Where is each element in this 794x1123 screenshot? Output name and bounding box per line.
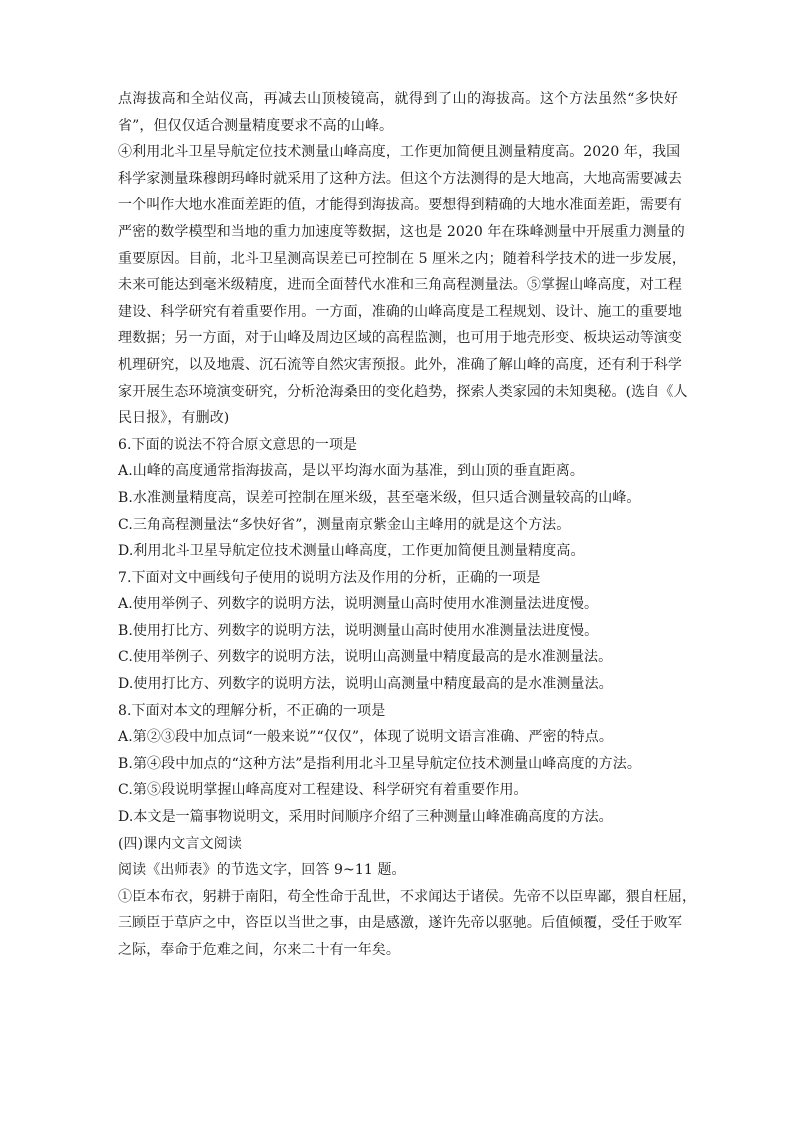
option-c: C.第⑤段说明掌握山峰高度对工程建设、科学研究有着重要作用。 [118,782,528,799]
passage-line: 一个叫作大地水准面差距的值，才能得到海拔高。要想得到精确的大地水准面差距，需要有 [118,197,682,214]
passage-line: 重要原因。目前，北斗卫星测高误差已可控制在 5 厘米之内；随着科学技术的进一步发展， [118,250,687,267]
option-a: A.山峰的高度通常指海拔高，是以平均海水面为基准，到山顶的垂直距离。 [118,463,584,480]
question-title: 8.下面对本文的理解分析，不正确的一项是 [118,702,386,719]
option-d: D.使用打比方、列数字的说明方法，说明山高测量中精度最高的是水准测量法。 [118,676,613,693]
passage-line: ④利用北斗卫星导航定位技术测量山峰高度，工作更加简便且测量精度高。2020 年，我国 [118,144,681,161]
option-b: B.使用打比方、列数字的说明方法，说明测量山高时使用水准测量法进度慢。 [118,622,599,639]
document-page [118,86,697,964]
option-b: B.水准测量精度高，误差可控制在厘米级，甚至毫米级，但只适合测量较高的山峰。 [118,489,641,506]
option-a: A.第②③段中加点词“一般来说”“仅仅”，体现了说明文语言准确、严密的特点。 [118,729,613,746]
passage-text [118,86,688,432]
question-6 [118,432,678,565]
option-c: C.三角高程测量法“多快好省”，测量南京紫金山主峰用的就是这个方法。 [118,516,571,533]
passage-line: 建设、科学研究有着重要作用。一方面，准确的山峰高度是工程规划、设计、施工的重要地 [118,303,682,320]
passage-line: 家开展生态环境演变研究，分析沧海桑田的变化趋势，探索人类家园的未知奥秘。(选自《人 [118,383,688,400]
passage-line: 点海拔高和全站仪高，再减去山顶棱镜高，就得到了山的海拔高。这个方法虽然“多快好 [118,91,678,107]
option-a: A.使用举例子、列数字的说明方法，说明测量山高时使用水准测量法进度慢。 [118,596,599,613]
classical-line: 三顾臣于草庐之中，咨臣以当世之事，由是感激，遂许先帝以驱驰。后值倾覆，受任于败军 [118,915,682,932]
section-classical-reading [118,831,697,964]
passage-line: 科学家测量珠穆朗玛峰时就采用了这种方法。但这个方法测得的是大地高，大地高需要减去 [118,170,682,187]
option-d: D.本文是一篇事物说明文，采用时间顺序介绍了三种测量山峰准确高度的方法。 [118,809,613,826]
passage-line: 未来可能达到毫米级精度，进而全面替代水准和三角高程测量法。⑤掌握山峰高度，对工程 [118,277,682,294]
option-b: B.第④段中加点的“这种方法”是指利用北斗卫星导航定位技术测量山峰高度的方法。 [118,755,641,772]
classical-passage [118,884,697,964]
question-7 [118,565,678,698]
passage-line: 省”，但仅仅适合测量精度要求不高的山峰。 [118,117,394,134]
passage-line: 民日报》，有删改) [118,410,230,427]
section-heading: (四)课内文言文阅读 [118,835,242,852]
question-title: 7.下面对文中画线句子使用的说明方法及作用的分析，正确的一项是 [118,569,541,586]
question-8 [118,698,678,831]
classical-line: ①臣本布衣，躬耕于南阳，苟全性命于乱世，不求闻达于诸侯。先帝不以臣卑鄙，猥自枉屈， [118,888,697,905]
question-title: 6.下面的说法不符合原文意思的一项是 [118,436,358,453]
passage-line: 机理研究，以及地震、沉石流等自然灾害预报。此外，准确了解山峰的高度，还有利于科学 [118,356,682,373]
passage-line: 严密的数学模型和当地的重力加速度等数据，这也是 2020 年在珠峰测量中开展重力测量的 [118,223,685,240]
passage-line: 理数据；另一方面，对于山峰及周边区域的高程监测，也可用于地壳形变、板块运动等演变 [118,330,682,347]
option-d: D.利用北斗卫星导航定位技术测量山峰高度，工作更加简便且测量精度高。 [118,543,585,560]
classical-line: 之际，奉命于危难之间，尔来二十有一年矣。 [118,942,400,958]
option-c: C.使用举例子、列数字的说明方法，说明山高测量中精度最高的是水准测量法。 [118,649,613,666]
section-instruction: 阅读《出师表》的节选文字，回答 9~11 题。 [118,862,406,879]
